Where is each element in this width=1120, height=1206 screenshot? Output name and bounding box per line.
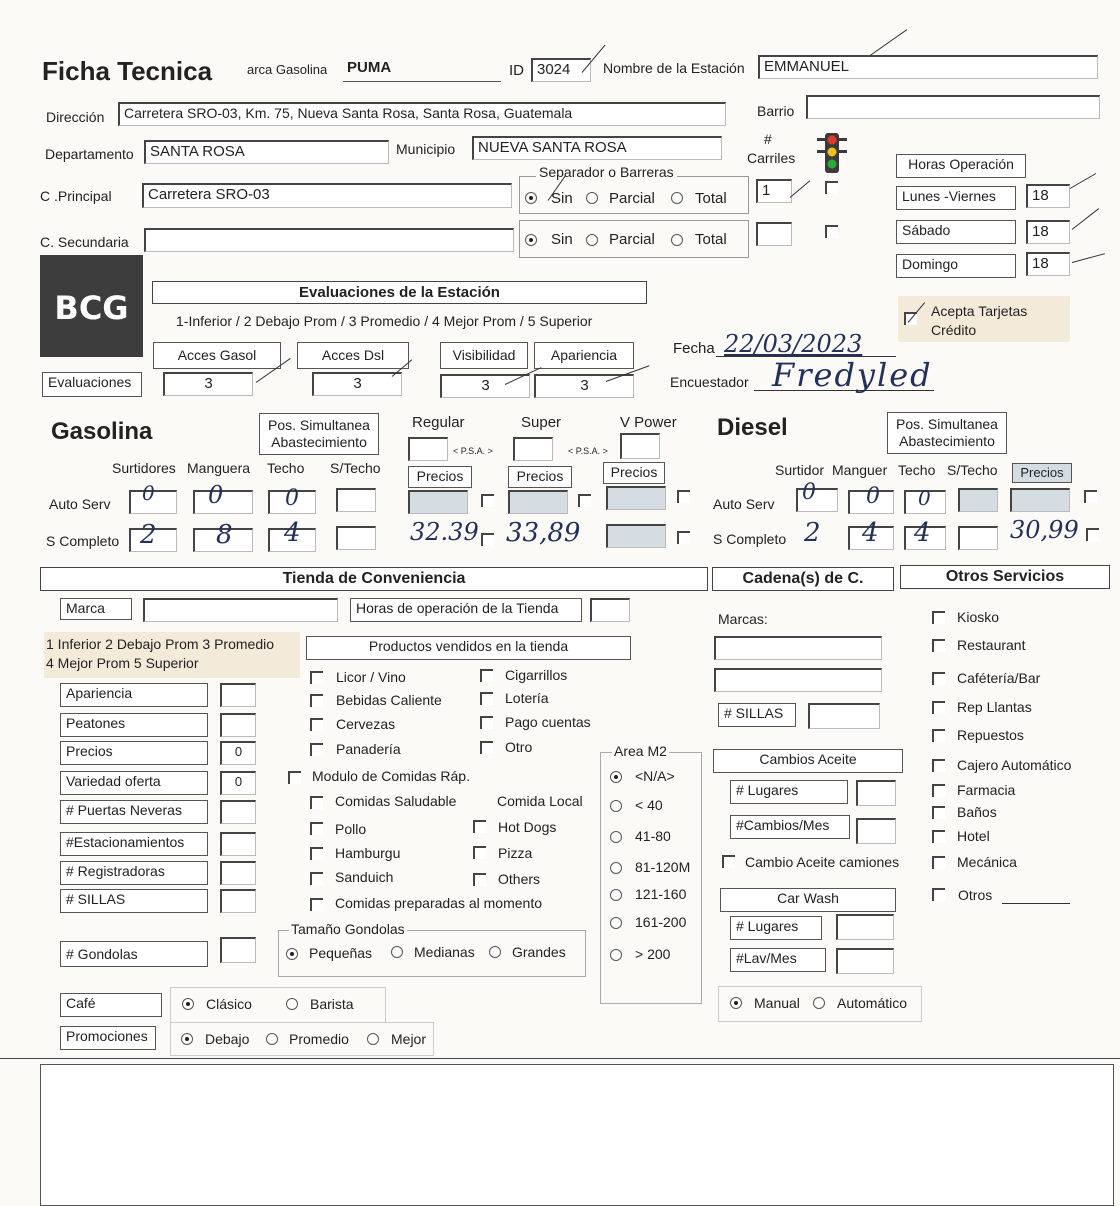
servicio-checkbox[interactable] — [932, 830, 945, 843]
lugares2-field[interactable] — [836, 914, 894, 940]
gas-comp-surtidores-value: 2 — [140, 520, 157, 550]
gas-comp-techo-value: 4 — [284, 518, 301, 548]
separador1-sin-radio[interactable] — [525, 192, 537, 204]
grandes-label: Grandes — [512, 944, 566, 960]
psa-label2: < P.S.A. > — [568, 446, 608, 456]
others-checkbox[interactable] — [473, 873, 486, 886]
evaluaciones-scale: 1-Inferior / 2 Debajo Prom / 3 Promedio / 4 Mejor Prom / 5 Superior — [176, 313, 593, 329]
separador2-parcial-radio[interactable] — [586, 234, 598, 246]
separador2-sin-label: Sin — [551, 231, 573, 248]
manual-label: Manual — [754, 995, 800, 1011]
promedio-radio[interactable] — [266, 1033, 278, 1045]
fecha-value[interactable]: 22/03/2023 — [724, 330, 863, 358]
gas-comp-regular-checkbox[interactable] — [481, 533, 494, 546]
diesel-auto-precio[interactable] — [1010, 488, 1070, 512]
gas-comp-manguera-value: 8 — [216, 520, 233, 550]
comments-textarea[interactable] — [40, 1064, 1114, 1206]
apariencia-label: Apariencia — [534, 342, 634, 369]
pequenas-radio[interactable] — [286, 948, 298, 960]
rating-field[interactable] — [220, 683, 256, 707]
gas-comp-stecho[interactable] — [336, 526, 376, 550]
carriles-label: Carriles — [747, 150, 796, 166]
modulo-label: Modulo de Comidas Ráp. — [312, 768, 470, 784]
gas-comp-precio-vpower[interactable] — [606, 524, 666, 548]
semaforo1-checkbox[interactable] — [825, 181, 838, 194]
separador2-total-label: Total — [695, 231, 727, 248]
diesel-auto-checkbox[interactable] — [1084, 490, 1097, 503]
direccion-label: Dirección — [46, 109, 105, 125]
id-label: ID — [509, 62, 524, 79]
rating-label: # SILLAS — [60, 889, 208, 913]
sabado-label: Sábado — [896, 220, 1016, 244]
bcg-logo — [40, 255, 143, 357]
area-option-label: <N/A> — [635, 768, 675, 784]
servicio-label: Baños — [957, 804, 997, 820]
departamento-label: Departamento — [45, 146, 134, 162]
col-stecho: S/Techo — [330, 460, 381, 476]
hotdogs-label: Hot Dogs — [498, 819, 557, 835]
principal-label: C .Principal — [40, 188, 112, 204]
encuestador-value[interactable]: Fredyled — [772, 356, 933, 394]
tarjetas-label1: Acepta Tarjetas — [931, 303, 1028, 319]
producto-checkbox[interactable] — [480, 716, 493, 729]
acces-gasol-field[interactable]: 3 — [163, 372, 253, 396]
otros-line-field[interactable] — [1002, 903, 1070, 904]
servicio-label: Farmacia — [957, 782, 1016, 798]
producto-label: Cigarrillos — [505, 667, 568, 683]
area-radio[interactable] — [610, 889, 622, 901]
col-techo: Techo — [267, 460, 305, 476]
diesel-col-manguer: Manguer — [832, 462, 888, 478]
servicio-checkbox[interactable] — [932, 856, 945, 869]
otros-title: Otros Servicios — [900, 565, 1110, 589]
diesel-comp-manguer-value: 4 — [862, 518, 879, 548]
gas-completo-label: S Completo — [46, 533, 120, 549]
check-mark — [1072, 253, 1105, 263]
debajo-label: Debajo — [205, 1031, 250, 1047]
rating-label: #Estacionamientos — [60, 832, 208, 856]
diesel-comp-surtidor-value: 2 — [804, 518, 821, 548]
servicio-label: Cajero Automático — [957, 757, 1072, 773]
cadenas-sillas-field[interactable] — [808, 703, 880, 729]
producto-label: Licor / Vino — [336, 669, 406, 685]
diesel-auto-techo-value: 0 — [918, 486, 931, 510]
preparadas-label: Comidas preparadas al momento — [335, 895, 542, 911]
servicio-checkbox[interactable] — [932, 759, 945, 772]
pollo-label: Pollo — [335, 821, 367, 837]
rating-field[interactable] — [220, 889, 256, 913]
vpower-label: V Power — [620, 414, 677, 431]
automatico-radio[interactable] — [813, 997, 825, 1009]
servicio-checkbox[interactable] — [932, 784, 945, 797]
lavmes-label: #Lav/Mes — [730, 948, 826, 972]
separador-title: Separador o Barreras — [536, 164, 677, 180]
producto-label: Bebidas Caliente — [336, 692, 442, 708]
gasolina-title: Gasolina — [51, 418, 153, 445]
diesel-auto-surtidor-value: 0 — [802, 480, 816, 505]
diesel-comp-checkbox[interactable] — [1086, 528, 1099, 541]
carriles-hash: # — [764, 131, 772, 147]
producto-label: Lotería — [505, 690, 549, 706]
logo-text: BCG — [54, 289, 129, 327]
precio-regular-label: Precios — [408, 466, 472, 488]
area-option-label: 41-80 — [635, 828, 671, 844]
cambios-title: Cambios Aceite — [713, 749, 903, 773]
diesel-comp-techo-value: 4 — [914, 518, 931, 548]
evaluaciones-row-label: Evaluaciones — [42, 372, 142, 397]
domingo-label: Domingo — [896, 254, 1016, 278]
servicio-checkbox[interactable] — [932, 672, 945, 685]
debajo-radio[interactable] — [181, 1033, 193, 1045]
principal-field[interactable]: Carretera SRO-03 — [142, 183, 512, 208]
precio-vpower-label: Precios — [603, 462, 665, 484]
producto-label: Otro — [505, 739, 533, 755]
promo-label: Promociones — [60, 1026, 156, 1050]
servicio-checkbox[interactable] — [932, 611, 945, 624]
hotdogs-checkbox[interactable] — [473, 820, 486, 833]
servicio-label: Kiosko — [957, 609, 1000, 625]
gas-auto-label: Auto Serv — [49, 496, 111, 512]
gas-auto-vpower-checkbox[interactable] — [677, 490, 690, 503]
municipio-label: Municipio — [396, 141, 456, 157]
producto-checkbox[interactable] — [480, 669, 493, 682]
area-option-label: 161-200 — [635, 914, 687, 930]
servicio-checkbox[interactable] — [932, 639, 945, 652]
diesel-pos-sim-line2: Abastecimiento — [899, 433, 995, 449]
secundaria-field[interactable] — [144, 228, 514, 252]
cadenas-marcas-label: Marcas: — [718, 611, 768, 627]
tienda-title: Tienda de Conveniencia — [40, 567, 708, 591]
area-radio[interactable] — [610, 831, 622, 843]
nombre-label: Nombre de la Estación — [603, 60, 745, 76]
others-label: Others — [498, 871, 541, 887]
productos-label: Productos vendidos en la tienda — [306, 636, 631, 660]
pequenas-label: Pequeñas — [309, 945, 373, 961]
otros-label: Otros — [958, 887, 993, 903]
area-radio[interactable] — [610, 771, 622, 783]
tienda-marca-label: Marca — [60, 598, 132, 620]
servicio-label: Rep Llantas — [957, 699, 1032, 715]
precio-super-label: Precios — [508, 466, 572, 488]
producto-checkbox[interactable] — [310, 743, 323, 756]
rating-label: Variedad oferta — [60, 771, 208, 795]
gas-comp-precio-regular-value: 32.39 — [410, 518, 479, 546]
grandes-radio[interactable] — [489, 946, 501, 958]
rating-label: # Registradoras — [60, 861, 208, 885]
diesel-col-techo: Techo — [898, 462, 936, 478]
tienda-marca-field[interactable] — [143, 598, 338, 622]
direccion-field[interactable]: Carretera SRO-03, Km. 75, Nueva Santa Rosa, Santa Rosa, Guatemala — [118, 102, 726, 126]
barrio-field[interactable] — [806, 95, 1100, 119]
area-option-label: 81-120M — [635, 859, 691, 875]
diesel-precios-label: Precios — [1012, 463, 1072, 483]
area-group — [600, 752, 702, 1004]
diesel-auto-manguer-value: 0 — [866, 484, 880, 509]
carriles1-field[interactable]: 1 — [756, 179, 792, 203]
separador1-total-label: Total — [695, 190, 727, 207]
visibilidad-field[interactable]: 3 — [440, 374, 530, 398]
area-radio[interactable] — [610, 800, 622, 812]
gas-auto-techo-value: 0 — [285, 486, 299, 511]
visibilidad-label: Visibilidad — [440, 342, 528, 369]
gas-auto-manguera-value: 0 — [208, 481, 224, 509]
pizza-label: Pizza — [498, 845, 533, 861]
servicio-checkbox[interactable] — [932, 701, 945, 714]
super-label: Super — [521, 414, 562, 431]
gasolina-pos-sim — [259, 413, 379, 455]
cambios-mes-label: #Cambios/Mes — [730, 815, 850, 839]
psa-label1: < P.S.A. > — [453, 446, 493, 456]
gas-auto-precio-regular[interactable] — [408, 490, 468, 514]
super-pos-field[interactable] — [513, 437, 553, 461]
gas-comp-precio-super-value: 33,89 — [506, 518, 581, 548]
producto-checkbox[interactable] — [310, 718, 323, 731]
medianas-radio[interactable] — [391, 946, 403, 958]
saludable-checkbox[interactable] — [310, 796, 323, 809]
rating-label: Precios — [60, 741, 208, 765]
servicio-label: Cafétería/Bar — [957, 670, 1041, 686]
rating-label: # Puertas Neveras — [60, 800, 208, 824]
check-mark — [790, 180, 811, 197]
local-label: Comida Local — [497, 793, 583, 809]
clasico-label: Clásico — [206, 996, 252, 1012]
pos-sim-line2: Abastecimiento — [271, 434, 367, 450]
traffic-light-icon — [815, 133, 849, 173]
carwash-title: Car Wash — [720, 888, 896, 912]
lugares2-label: # Lugares — [730, 916, 822, 940]
sanduich-label: Sanduich — [335, 869, 394, 885]
check-mark — [870, 29, 907, 56]
id-field[interactable]: 3024 — [531, 58, 591, 82]
cadenas-title: Cadena(s) de C. — [712, 567, 894, 591]
lunes-field[interactable]: 18 — [1026, 184, 1070, 208]
horas-title: Horas Operación — [896, 154, 1026, 178]
camiones-checkbox[interactable] — [722, 855, 735, 868]
mejor-label: Mejor — [391, 1031, 427, 1047]
gas-auto-regular-checkbox[interactable] — [481, 494, 494, 507]
sanduich-checkbox[interactable] — [310, 872, 323, 885]
producto-checkbox[interactable] — [310, 671, 323, 684]
rating-field[interactable] — [220, 800, 256, 824]
separador2-sin-radio[interactable] — [525, 234, 537, 246]
producto-label: Panadería — [336, 741, 401, 757]
separador2-total-radio[interactable] — [671, 234, 683, 246]
municipio-field[interactable]: NUEVA SANTA ROSA — [472, 136, 722, 160]
marca-label: arca Gasolina — [247, 62, 328, 77]
check-mark — [1070, 173, 1096, 189]
gas-auto-precio-vpower[interactable] — [606, 486, 666, 510]
diesel-title: Diesel — [717, 414, 788, 441]
barrio-label: Barrio — [757, 103, 795, 119]
rating-field[interactable]: 0 — [220, 771, 256, 795]
marca-field[interactable]: PUMA — [343, 58, 501, 82]
pollo-checkbox[interactable] — [310, 822, 323, 835]
cadenas-sillas-label: # SILLAS — [718, 703, 796, 727]
separador2-parcial-label: Parcial — [609, 231, 655, 248]
area-radio[interactable] — [610, 949, 622, 961]
evaluaciones-title: Evaluaciones de la Estación — [152, 281, 647, 304]
diesel-auto-label: Auto Serv — [713, 496, 775, 512]
rating-label: Peatones — [60, 713, 208, 737]
diesel-col-surtidor: Surtidor — [775, 462, 825, 478]
cadenas-marca1-field[interactable] — [714, 636, 882, 660]
gas-comp-vpower-checkbox[interactable] — [677, 531, 690, 544]
apariencia-field[interactable]: 3 — [534, 374, 634, 398]
gondolas-field[interactable] — [220, 937, 256, 963]
gas-auto-surtidores-value: 0 — [142, 481, 155, 505]
cambios-mes-field[interactable] — [856, 818, 896, 844]
cafe-label: Café — [60, 993, 162, 1017]
tienda-scale1: 1 Inferior 2 Debajo Prom 3 Promedio — [46, 636, 274, 652]
page-title: Ficha Tecnica — [42, 56, 213, 86]
acces-gasol-label: Acces Gasol — [153, 342, 281, 369]
hamburgu-label: Hamburgu — [335, 845, 401, 861]
producto-checkbox[interactable] — [310, 694, 323, 707]
producto-label: Cervezas — [336, 716, 396, 732]
gas-auto-precio-super[interactable] — [508, 490, 568, 514]
area-radio[interactable] — [610, 862, 622, 874]
diesel-col-stecho: S/Techo — [947, 462, 998, 478]
encuestador-label: Encuestador — [670, 374, 749, 390]
area-radio[interactable] — [610, 917, 622, 929]
servicio-label: Repuestos — [957, 727, 1024, 743]
hamburgu-checkbox[interactable] — [310, 847, 323, 860]
cadenas-marca2-field[interactable] — [714, 668, 882, 692]
servicio-label: Mecánica — [957, 854, 1017, 870]
medianas-label: Medianas — [414, 944, 475, 960]
departamento-field[interactable]: SANTA ROSA — [144, 140, 389, 164]
servicio-checkbox[interactable] — [932, 729, 945, 742]
diesel-auto-stecho[interactable] — [958, 488, 998, 512]
regular-label: Regular — [412, 414, 465, 431]
tamano-label: Tamaño Gondolas — [291, 921, 405, 937]
lunes-label: Lunes -Viernes — [896, 186, 1016, 210]
preparadas-checkbox[interactable] — [310, 898, 323, 911]
manual-radio[interactable] — [730, 997, 742, 1009]
mejor-radio[interactable] — [367, 1033, 379, 1045]
barista-radio[interactable] — [286, 998, 298, 1010]
check-mark — [1072, 208, 1099, 230]
separador1-parcial-radio[interactable] — [586, 192, 598, 204]
tienda-horas-label: Horas de operación de la Tienda — [350, 598, 582, 622]
acces-dsl-field[interactable]: 3 — [312, 372, 402, 396]
lavmes-field[interactable] — [836, 948, 894, 974]
producto-checkbox[interactable] — [480, 692, 493, 705]
sabado-field[interactable]: 18 — [1026, 220, 1070, 244]
gas-auto-super-checkbox[interactable] — [578, 494, 591, 507]
lugares-label: # Lugares — [730, 780, 848, 804]
tienda-scale2: 4 Mejor Prom 5 Superior — [46, 655, 199, 671]
camiones-label: Cambio Aceite camiones — [745, 854, 900, 870]
otros-checkbox[interactable] — [932, 888, 945, 901]
area-title: Area M2 — [614, 743, 667, 759]
gas-auto-stecho[interactable] — [336, 488, 376, 512]
separador1-sin-label: Sin — [551, 190, 573, 207]
servicio-label: Restaurant — [957, 637, 1026, 653]
area-option-label: 121-160 — [635, 886, 687, 902]
clasico-radio[interactable] — [182, 998, 194, 1010]
diesel-completo-label: S Completo — [713, 531, 787, 547]
area-option-label: > 200 — [635, 946, 671, 962]
carriles2-field[interactable] — [756, 222, 792, 246]
rating-field[interactable]: 0 — [220, 741, 256, 765]
nombre-field[interactable]: EMMANUEL — [758, 55, 1098, 79]
acces-dsl-label: Acces Dsl — [297, 342, 409, 369]
modulo-checkbox[interactable] — [288, 771, 301, 784]
tienda-horas-field[interactable] — [590, 598, 630, 622]
diesel-pos-sim-line1: Pos. Simultanea — [896, 416, 998, 432]
pizza-checkbox[interactable] — [473, 846, 486, 859]
servicio-label: Hotel — [957, 828, 990, 844]
promedio-label: Promedio — [289, 1031, 349, 1047]
pos-sim-line1: Pos. Simultanea — [268, 417, 370, 433]
vpower-pos-field[interactable] — [620, 433, 660, 459]
lugares-field[interactable] — [856, 780, 896, 806]
area-option-label: < 40 — [635, 797, 663, 813]
col-manguera: Manguera — [187, 460, 251, 476]
producto-checkbox[interactable] — [480, 741, 493, 754]
saludable-label: Comidas Saludable — [335, 793, 457, 809]
gondolas-label: # Gondolas — [60, 941, 208, 967]
rating-field[interactable] — [220, 713, 256, 737]
fecha-label: Fecha — [673, 340, 715, 357]
rating-field[interactable] — [220, 861, 256, 885]
semaforo2-checkbox[interactable] — [825, 225, 838, 238]
servicio-checkbox[interactable] — [932, 806, 945, 819]
regular-pos-field[interactable] — [408, 437, 448, 461]
diesel-comp-precio-value: 30,99 — [1010, 516, 1079, 544]
barista-label: Barista — [310, 996, 354, 1012]
col-surtidores: Surtidores — [112, 460, 176, 476]
diesel-comp-stecho[interactable] — [958, 526, 998, 550]
producto-label: Pago cuentas — [505, 714, 591, 730]
separador1-parcial-label: Parcial — [609, 190, 655, 207]
automatico-label: Automático — [837, 995, 908, 1011]
rating-field[interactable] — [220, 832, 256, 856]
domingo-field[interactable]: 18 — [1026, 252, 1070, 276]
rating-label: Apariencia — [60, 683, 208, 707]
separador1-total-radio[interactable] — [671, 192, 683, 204]
diesel-pos-sim — [887, 412, 1007, 454]
tarjetas-label2: Crédito — [931, 322, 977, 338]
secundaria-label: C. Secundaria — [40, 234, 129, 250]
